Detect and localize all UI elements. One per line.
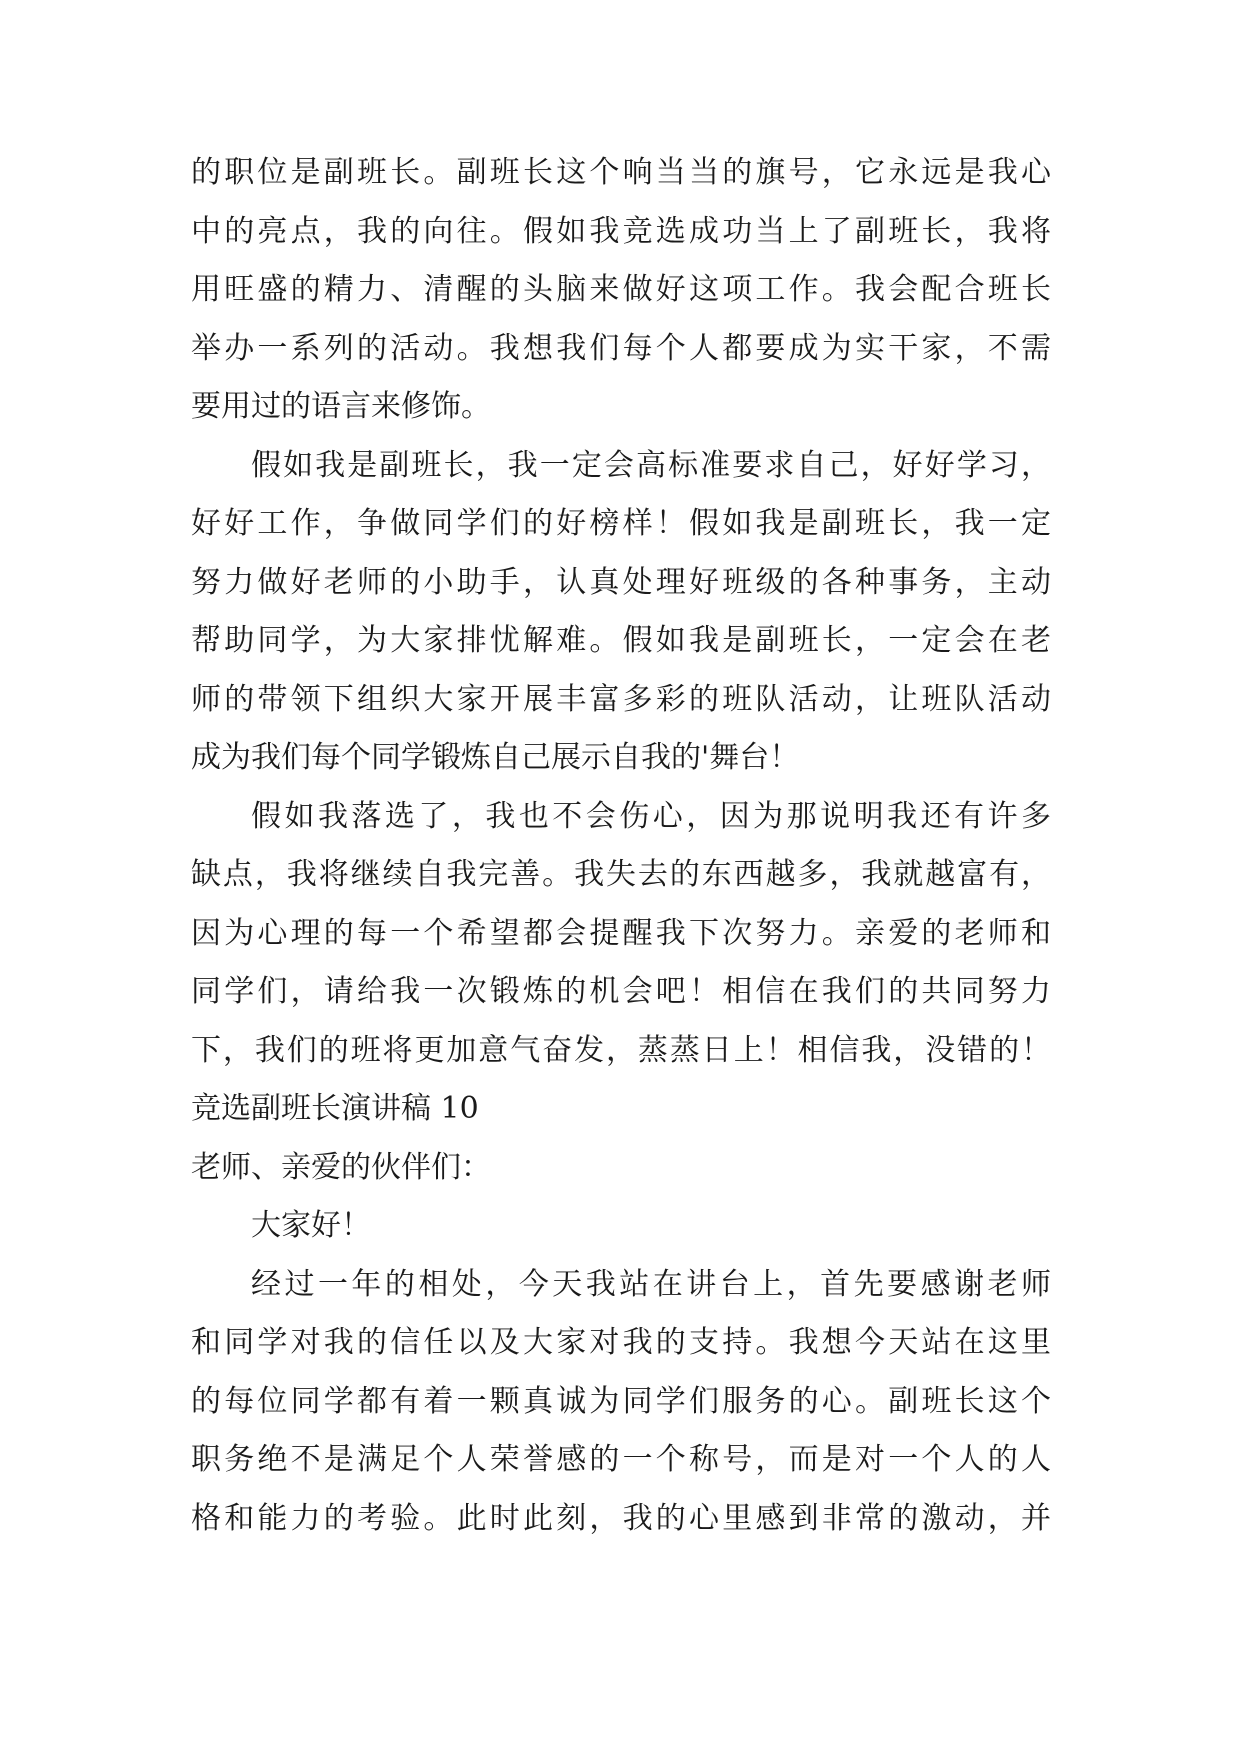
body-line: 的职位是副班长。副班长这个响当当的旗号，它永远是我心 <box>191 155 1051 190</box>
body-line: 用旺盛的精力、清醒的头脑来做好这项工作。我会配合班长 <box>191 272 1051 307</box>
body-line: 的每位同学都有着一颗真诚为同学们服务的心。副班长这个 <box>191 1383 1051 1419</box>
body-line: 同学们，请给我一次锻炼的机会吧！相信在我们的共同努力 <box>191 974 1051 1009</box>
body-line: 职务绝不是满足个人荣誉感的一个称号，而是对一个人的人 <box>191 1442 1051 1477</box>
section-heading: 竞选副班长演讲稿 10 <box>191 1091 479 1126</box>
body-line: 中的亮点，我的向往。假如我竞选成功当上了副班长，我将 <box>191 213 1051 249</box>
body-line: 成为我们每个同学锻炼自己展示自我的'舞台！ <box>191 740 800 775</box>
body-line: 因为心理的每一个希望都会提醒我下次努力。亲爱的老师和 <box>191 915 1051 951</box>
body-line: 好好工作，争做同学们的好榜样！假如我是副班长，我一定 <box>191 506 1051 541</box>
body-line: 缺点，我将继续自我完善。我失去的东西越多，我就越富有， <box>191 857 1051 892</box>
document-body <box>191 144 1051 1548</box>
body-line: 要用过的语言来修饰。 <box>191 389 491 424</box>
paragraph-first-line: 假如我落选了，我也不会伤心，因为那说明我还有许多 <box>251 798 1051 834</box>
body-line: 举办一系列的活动。我想我们每个人都要成为实干家，不需 <box>191 330 1051 366</box>
salutation: 老师、亲爱的伙伴们： <box>191 1149 491 1185</box>
body-line: 努力做好老师的小助手，认真处理好班级的各种事务，主动 <box>191 564 1051 600</box>
body-line: 帮助同学，为大家排忧解难。假如我是副班长，一定会在老 <box>191 623 1051 658</box>
body-line: 师的带领下组织大家开展丰富多彩的班队活动，让班队活动 <box>191 681 1051 717</box>
body-line: 格和能力的考验。此时此刻，我的心里感到非常的激动，并 <box>191 1500 1051 1536</box>
body-line: 下，我们的班将更加意气奋发，蒸蒸日上！相信我，没错的！ <box>191 1032 1051 1068</box>
paragraph-first-line: 经过一年的相处，今天我站在讲台上，首先要感谢老师 <box>251 1266 1051 1302</box>
body-line: 和同学对我的信任以及大家对我的支持。我想今天站在这里 <box>191 1325 1051 1360</box>
paragraph-first-line: 假如我是副班长，我一定会高标准要求自己，好好学习， <box>251 447 1051 483</box>
greeting: 大家好！ <box>251 1208 371 1243</box>
